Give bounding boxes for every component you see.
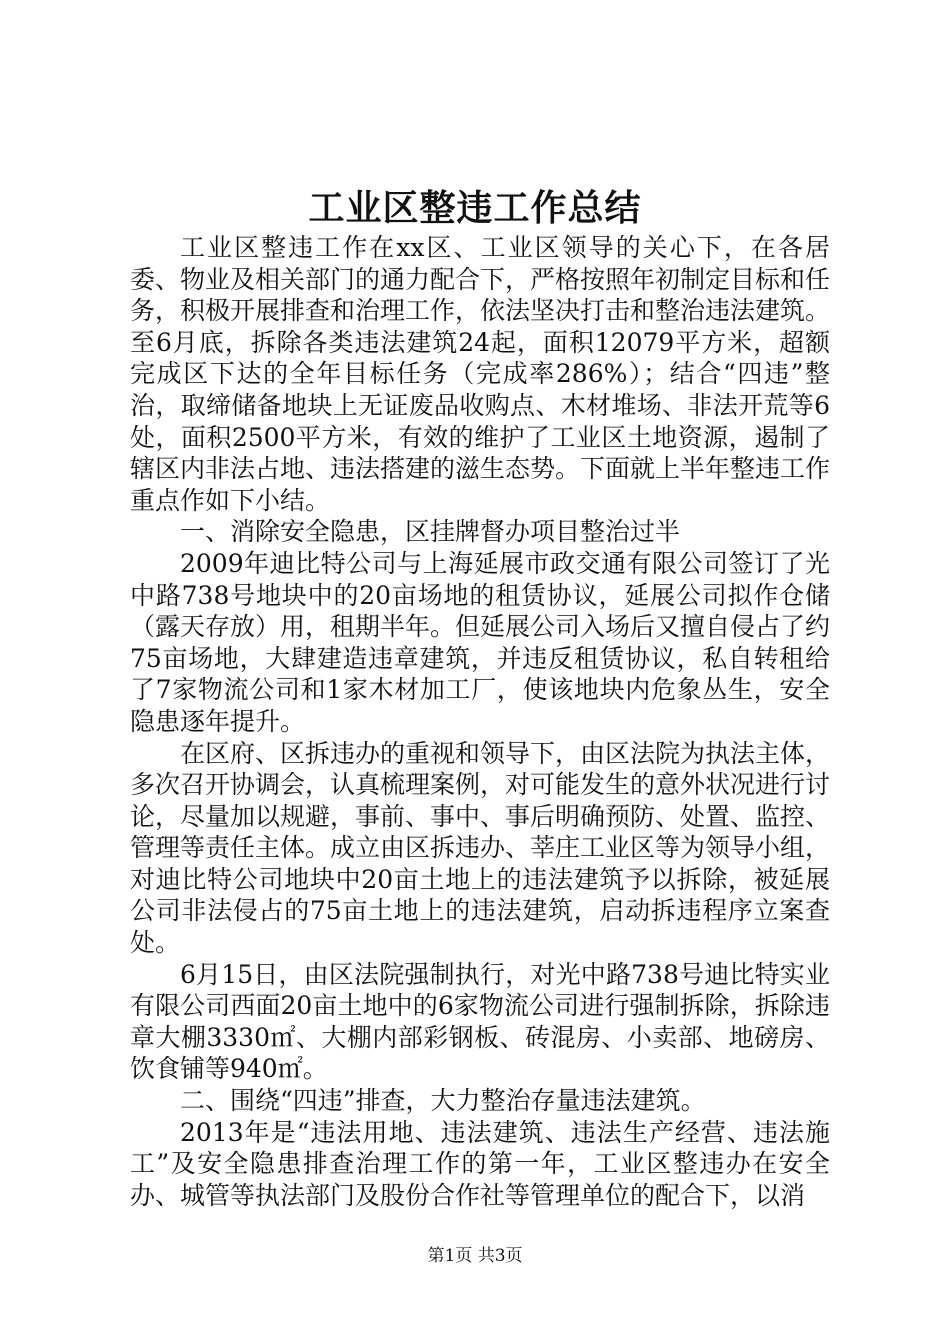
page-footer: 第1页 共3页 <box>427 1246 523 1266</box>
paragraph-intro: 工业区整违工作在xx区、工业区领导的关心下，在各居委、物业及相关部门的通力配合下，严格按照年初制定目标和任务，积极开展排查和治理工作，依法坚决打击和整治违法建筑。至6月底，拆除各类违法建筑24起，面积12079平方米，超额完成区下达的全年目标任务（完成率286%）；结合“四违”整治，取缔储备地块上无证废品收购点、木材堆场、非法开荒等6处，面积2500平方米，有效的维护了工业区土地资源，遏制了辖区内非法占地、违法搭建的滋生态势。下面就上半年整违工作重点作如下小结。 <box>130 233 831 515</box>
section-heading-1: 一、消除安全隐患，区挂牌督办项目整治过半 <box>180 517 681 547</box>
paragraph-coordination: 在区府、区拆违办的重视和领导下，由区法院为执法主体，多次召开协调会，认真梳理案例，对可能发生的意外状况进行讨论，尽量加以规避，事前、事中、事后明确预防、处置、监控、管理等责任主体。成立由区拆违办、莘庄工业区等为领导小组，对迪比特公司地块中20亩土地上的违法建筑予以拆除，被延展公司非法侵占的75亩土地上的违法建筑，启动拆违程序立案查处。 <box>130 738 831 958</box>
paragraph-enforcement: 6月15日，由区法院强制执行，对光中路738号迪比特实业有限公司西面20亩土地中的6家物流公司进行强制拆除，拆除违章大棚3330㎡、大棚内部彩钢板、砖混房、小卖部、地磅房、饮食铺等940㎡。 <box>130 959 830 1084</box>
paragraph-background: 2009年迪比特公司与上海延展市政交通有限公司签订了光中路738号地块中的20亩场地的租赁协议，延展公司拟作仓储（露天存放）用，租期半年。但延展公司入场后又擅自侵占了约75亩场地，大肆建造违章建筑，并违反租赁协议，私自转租给了7家物流公司和1家木材加工厂，使该地块内危象丛生，安全隐患逐年提升。 <box>130 548 831 736</box>
paragraph-2013: 2013年是“违法用地、违法建筑、违法生产经营、违法施工”及安全隐患排查治理工作的第一年，工业区整违办在安全办、城管等执法部门及股份合作社等管理单位的配合下，以消 <box>130 1117 830 1210</box>
document-body <box>130 232 830 1211</box>
section-heading-2: 二、围绕“四违”排查，大力整治存量违法建筑。 <box>180 1086 706 1116</box>
document-title: 工业区整违工作总结 <box>308 187 642 229</box>
